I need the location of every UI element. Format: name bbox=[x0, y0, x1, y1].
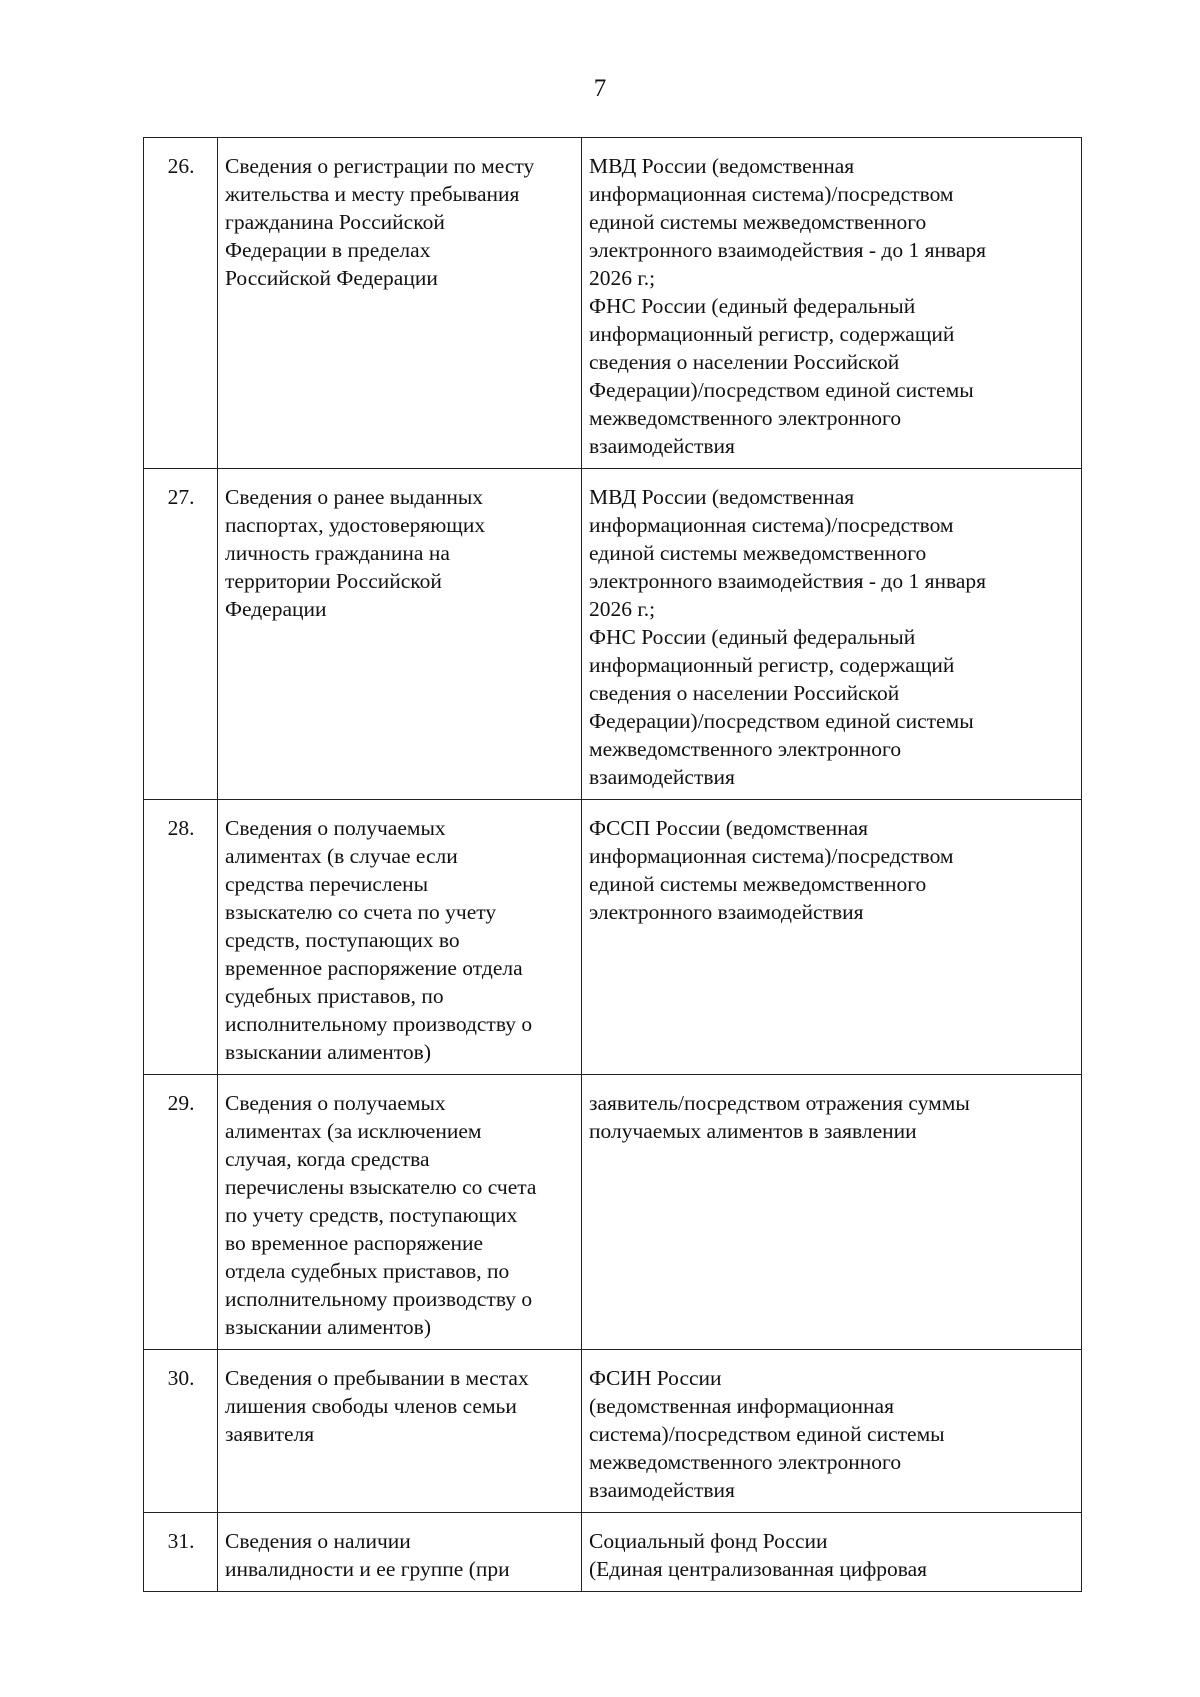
info-description-cell bbox=[218, 1075, 582, 1350]
table-row bbox=[144, 138, 1082, 469]
info-line: по учету средств, поступающих bbox=[225, 1203, 518, 1227]
source-line: электронного взаимодействия bbox=[589, 900, 864, 924]
row-number: 30. bbox=[144, 1350, 218, 1513]
info-description-cell bbox=[218, 469, 582, 800]
info-line: средств, поступающих во bbox=[225, 928, 460, 952]
info-description-cell bbox=[218, 1350, 582, 1513]
source-line: информационная система)/посредством bbox=[589, 513, 954, 537]
source-line: электронного взаимодействия - до 1 января bbox=[589, 238, 987, 262]
table-row bbox=[144, 469, 1082, 800]
source-line: система)/посредством единой системы bbox=[589, 1422, 945, 1446]
source-line: 2026 г.; bbox=[589, 266, 656, 290]
source-line: единой системы межведомственного bbox=[589, 872, 927, 896]
source-line: электронного взаимодействия - до 1 января bbox=[589, 569, 987, 593]
info-line: Сведения о пребывании в местах bbox=[225, 1366, 529, 1390]
source-cell bbox=[582, 1350, 1082, 1513]
row-number: 31. bbox=[144, 1513, 218, 1592]
source-cell bbox=[582, 1513, 1082, 1592]
source-line: ФНС России (единый федеральный bbox=[589, 294, 916, 318]
page-number: 7 bbox=[593, 75, 607, 102]
source-line: заявитель/посредством отражения суммы bbox=[589, 1091, 970, 1115]
source-line: межведомственного электронного bbox=[589, 1450, 902, 1474]
info-line: Сведения о наличии bbox=[225, 1529, 411, 1553]
row-number: 28. bbox=[144, 800, 218, 1075]
info-line: заявителя bbox=[225, 1422, 315, 1446]
row-number: 26. bbox=[144, 138, 218, 469]
info-line: Федерации в пределах bbox=[225, 238, 431, 262]
info-line: взыскании алиментов) bbox=[225, 1315, 431, 1339]
info-line: алиментах (в случае если bbox=[225, 844, 458, 868]
source-line: взаимодействия bbox=[589, 434, 735, 458]
info-line: исполнительному производству о bbox=[225, 1287, 533, 1311]
info-line: гражданина Российской bbox=[225, 210, 445, 234]
source-line: межведомственного электронного bbox=[589, 406, 902, 430]
source-line: Федерации)/посредством единой системы bbox=[589, 709, 974, 733]
info-description-cell bbox=[218, 138, 582, 469]
row-number: 27. bbox=[144, 469, 218, 800]
source-line: сведения о населении Российской bbox=[589, 350, 900, 374]
table-row bbox=[144, 1350, 1082, 1513]
source-line: Социальный фонд России bbox=[589, 1529, 828, 1553]
info-line: взыскании алиментов) bbox=[225, 1040, 431, 1064]
source-line: ФССП России (ведомственная bbox=[589, 816, 869, 840]
info-line: лишения свободы членов семьи bbox=[225, 1394, 517, 1418]
source-line: информационный регистр, содержащий bbox=[589, 653, 955, 677]
info-line: судебных приставов, по bbox=[225, 984, 444, 1008]
info-line: инвалидности и ее группе (при bbox=[225, 1557, 510, 1581]
source-line: единой системы межведомственного bbox=[589, 210, 927, 234]
source-cell bbox=[582, 1075, 1082, 1350]
source-line: сведения о населении Российской bbox=[589, 681, 900, 705]
row-number: 29. bbox=[144, 1075, 218, 1350]
info-line: алиментах (за исключением bbox=[225, 1119, 482, 1143]
source-line: Федерации)/посредством единой системы bbox=[589, 378, 974, 402]
info-line: средства перечислены bbox=[225, 872, 429, 896]
info-line: перечислены взыскателю со счета bbox=[225, 1175, 537, 1199]
source-line: информационный регистр, содержащий bbox=[589, 322, 955, 346]
info-description-cell bbox=[218, 1513, 582, 1592]
source-line: взаимодействия bbox=[589, 765, 735, 789]
info-line: временное распоряжение отдела bbox=[225, 956, 523, 980]
table-body bbox=[144, 138, 1082, 1592]
info-line: Сведения о получаемых bbox=[225, 816, 446, 840]
info-line: территории Российской bbox=[225, 569, 442, 593]
source-cell bbox=[582, 138, 1082, 469]
source-line: взаимодействия bbox=[589, 1478, 735, 1502]
info-line: личность гражданина на bbox=[225, 541, 450, 565]
info-line: Сведения о регистрации по месту bbox=[225, 154, 535, 178]
info-line: паспортах, удостоверяющих bbox=[225, 513, 486, 537]
info-line: Сведения о ранее выданных bbox=[225, 485, 484, 509]
info-line: Федерации bbox=[225, 597, 327, 621]
info-line: взыскателю со счета по учету bbox=[225, 900, 497, 924]
table-row bbox=[144, 1075, 1082, 1350]
table-row bbox=[144, 800, 1082, 1075]
info-line: Российской Федерации bbox=[225, 266, 438, 290]
source-line: (Единая централизованная цифровая bbox=[589, 1557, 928, 1581]
source-cell bbox=[582, 800, 1082, 1075]
source-line: информационная система)/посредством bbox=[589, 844, 954, 868]
source-cell bbox=[582, 469, 1082, 800]
info-line: во временное распоряжение bbox=[225, 1231, 484, 1255]
source-line: информационная система)/посредством bbox=[589, 182, 954, 206]
source-line: получаемых алиментов в заявлении bbox=[589, 1119, 917, 1143]
info-line: исполнительному производству о bbox=[225, 1012, 533, 1036]
source-line: (ведомственная информационная bbox=[589, 1394, 894, 1418]
table-row bbox=[144, 1513, 1082, 1592]
source-line: 2026 г.; bbox=[589, 597, 656, 621]
info-line: Сведения о получаемых bbox=[225, 1091, 446, 1115]
source-line: ФСИН России bbox=[589, 1366, 722, 1390]
info-line: жительства и месту пребывания bbox=[225, 182, 520, 206]
info-description-cell bbox=[218, 800, 582, 1075]
source-line: единой системы межведомственного bbox=[589, 541, 927, 565]
source-line: МВД России (ведомственная bbox=[589, 154, 855, 178]
info-line: случая, когда средства bbox=[225, 1147, 430, 1171]
source-line: ФНС России (единый федеральный bbox=[589, 625, 916, 649]
documents-table bbox=[143, 137, 1082, 1592]
source-line: МВД России (ведомственная bbox=[589, 485, 855, 509]
source-line: межведомственного электронного bbox=[589, 737, 902, 761]
info-line: отдела судебных приставов, по bbox=[225, 1259, 510, 1283]
